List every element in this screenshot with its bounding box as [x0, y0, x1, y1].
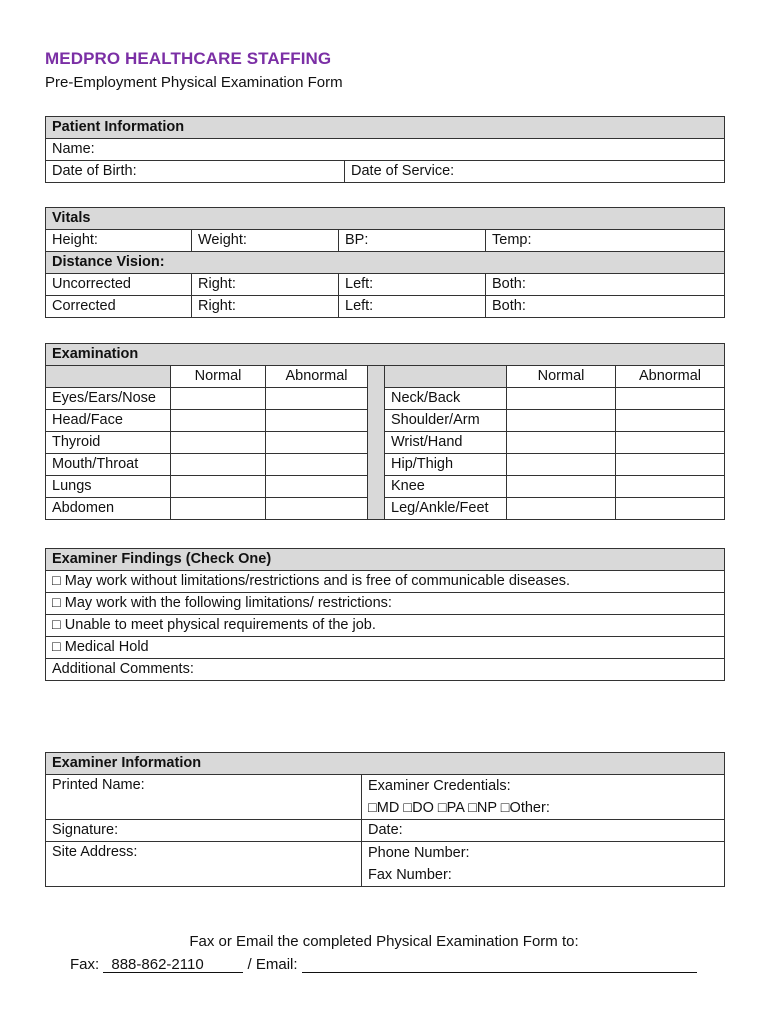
vision-both-field[interactable]: Both:: [486, 274, 725, 296]
normal-cell[interactable]: [171, 388, 266, 410]
abnormal-cell[interactable]: [616, 432, 725, 454]
exam-item-label: Wrist/Hand: [385, 432, 507, 454]
fax-value[interactable]: 888-862-2110: [103, 956, 243, 973]
exam-item-label: Mouth/Throat: [46, 454, 171, 476]
exam-header-blank-left: [46, 366, 171, 388]
uncorrected-vision-row: [46, 274, 725, 296]
examiner-info-table: [45, 752, 725, 887]
normal-cell[interactable]: [507, 476, 616, 498]
exam-item-label: Hip/Thigh: [385, 454, 507, 476]
submission-contact-line: [70, 955, 697, 973]
fax-label: Fax:: [70, 956, 100, 973]
distance-vision-heading: Distance Vision:: [46, 252, 725, 274]
exam-item-label: Head/Face: [46, 410, 171, 432]
abnormal-cell[interactable]: [266, 432, 368, 454]
printed-name-field[interactable]: Printed Name:: [46, 775, 362, 820]
normal-column-header: Normal: [171, 366, 266, 388]
examiner-date-field[interactable]: Date:: [362, 820, 725, 842]
submission-instruction: Fax or Email the completed Physical Examination Form to:: [189, 933, 579, 950]
abnormal-column-header: Abnormal: [616, 366, 725, 388]
abnormal-cell[interactable]: [616, 410, 725, 432]
vision-left-field[interactable]: Left:: [339, 274, 486, 296]
finding-option-with-restrictions[interactable]: □ May work with the following limitations/ restrictions:: [46, 593, 725, 615]
exam-item-label: Knee: [385, 476, 507, 498]
weight-field[interactable]: Weight:: [192, 230, 339, 252]
finding-option-no-restrictions[interactable]: □ May work without limitations/restrictions and is free of communicable diseases.: [46, 571, 725, 593]
table-row: [46, 388, 725, 410]
exam-item-label: Leg/Ankle/Feet: [385, 498, 507, 520]
vision-row-label: Uncorrected: [46, 274, 192, 296]
examiner-findings-heading: Examiner Findings (Check One): [46, 549, 725, 571]
phone-number-label: Phone Number:: [368, 845, 470, 861]
exam-item-label: Abdomen: [46, 498, 171, 520]
vitals-heading: Vitals: [46, 208, 725, 230]
vitals-table: [45, 207, 725, 318]
abnormal-cell[interactable]: [266, 388, 368, 410]
email-blank[interactable]: [302, 955, 697, 973]
additional-comments-field[interactable]: Additional Comments:: [46, 659, 725, 681]
table-row: [46, 432, 725, 454]
normal-cell[interactable]: [171, 454, 266, 476]
company-name: MEDPRO HEALTHCARE STAFFING: [45, 49, 332, 68]
examination-table: [45, 343, 725, 520]
normal-cell[interactable]: [507, 432, 616, 454]
finding-option-unable[interactable]: □ Unable to meet physical requirements of the job.: [46, 615, 725, 637]
examination-heading: Examination: [46, 344, 725, 366]
exam-item-label: Lungs: [46, 476, 171, 498]
normal-cell[interactable]: [171, 410, 266, 432]
exam-item-label: Thyroid: [46, 432, 171, 454]
exam-divider: [368, 366, 385, 520]
contact-numbers-field[interactable]: [362, 842, 725, 887]
normal-cell[interactable]: [171, 498, 266, 520]
fax-number-label: Fax Number:: [368, 867, 452, 883]
examiner-info-heading: Examiner Information: [46, 753, 725, 775]
normal-cell[interactable]: [171, 476, 266, 498]
patient-info-heading: Patient Information: [46, 117, 725, 139]
vision-right-field[interactable]: Right:: [192, 274, 339, 296]
signature-field[interactable]: Signature:: [46, 820, 362, 842]
credentials-label: Examiner Credentials:: [368, 778, 511, 794]
patient-info-table: [45, 116, 725, 183]
vision-both-field[interactable]: Both:: [486, 296, 725, 318]
date-of-birth-field[interactable]: Date of Birth:: [46, 161, 345, 183]
abnormal-cell[interactable]: [616, 498, 725, 520]
abnormal-cell[interactable]: [616, 388, 725, 410]
height-field[interactable]: Height:: [46, 230, 192, 252]
exam-item-label: Eyes/Ears/Nose: [46, 388, 171, 410]
bp-field[interactable]: BP:: [339, 230, 486, 252]
finding-option-medical-hold[interactable]: □ Medical Hold: [46, 637, 725, 659]
normal-cell[interactable]: [507, 498, 616, 520]
form-subtitle: Pre-Employment Physical Examination Form: [45, 74, 343, 91]
normal-cell[interactable]: [507, 388, 616, 410]
table-row: [46, 498, 725, 520]
email-label: / Email:: [247, 956, 298, 973]
vision-row-label: Corrected: [46, 296, 192, 318]
vision-left-field[interactable]: Left:: [339, 296, 486, 318]
table-row: [46, 454, 725, 476]
abnormal-cell[interactable]: [266, 498, 368, 520]
date-of-service-field[interactable]: Date of Service:: [345, 161, 725, 183]
normal-cell[interactable]: [171, 432, 266, 454]
abnormal-cell[interactable]: [266, 410, 368, 432]
exam-item-label: Shoulder/Arm: [385, 410, 507, 432]
abnormal-cell[interactable]: [266, 476, 368, 498]
abnormal-cell[interactable]: [616, 476, 725, 498]
site-address-field[interactable]: Site Address:: [46, 842, 362, 887]
normal-cell[interactable]: [507, 454, 616, 476]
abnormal-column-header: Abnormal: [266, 366, 368, 388]
abnormal-cell[interactable]: [266, 454, 368, 476]
exam-header-blank-right: [385, 366, 507, 388]
vision-right-field[interactable]: Right:: [192, 296, 339, 318]
abnormal-cell[interactable]: [616, 454, 725, 476]
table-row: [46, 410, 725, 432]
normal-column-header: Normal: [507, 366, 616, 388]
credential-options[interactable]: □MD □DO □PA □NP □Other:: [368, 800, 550, 816]
credentials-field[interactable]: [362, 775, 725, 820]
table-row: [46, 476, 725, 498]
patient-name-field[interactable]: Name:: [46, 139, 725, 161]
normal-cell[interactable]: [507, 410, 616, 432]
examiner-findings-table: [45, 548, 725, 681]
exam-item-label: Neck/Back: [385, 388, 507, 410]
corrected-vision-row: [46, 296, 725, 318]
temp-field[interactable]: Temp:: [486, 230, 725, 252]
